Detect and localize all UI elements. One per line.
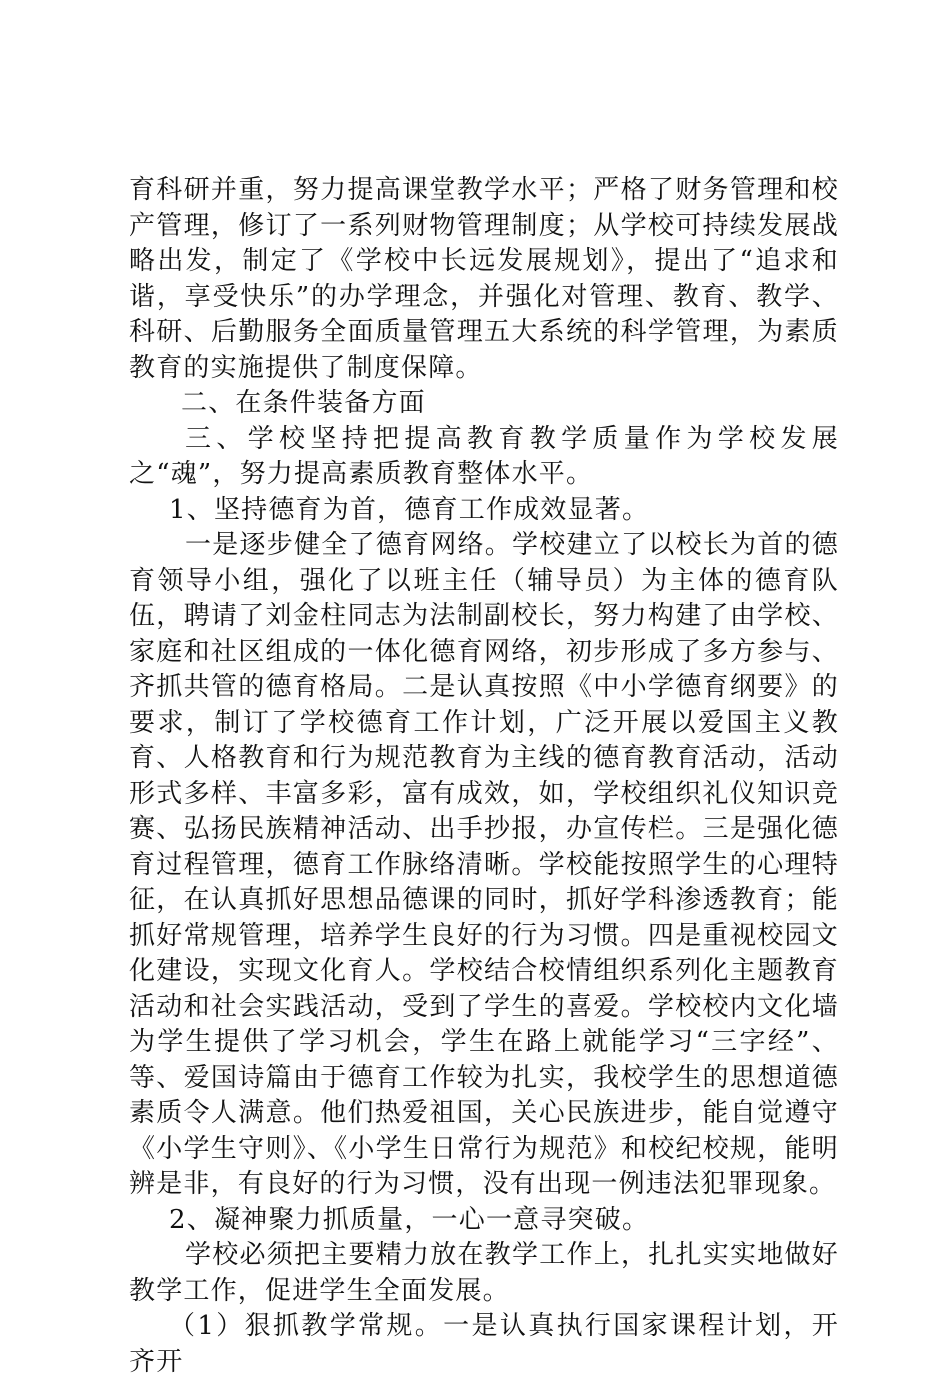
section-heading-equipment: 二、在条件装备方面 bbox=[181, 388, 426, 418]
paragraph-moral-education: 一是逐步健全了德育网络。学校建立了以校长为首的德育领导小组，强化了以班主任（辅导员）为主体的德育队伍，聘请了刘金柱同志为法制副校长，努力构建了由学校、家庭和社区组成的一体化德育网络，初步形成了多方参与、齐抓共管的德育格局。二是认真按照《中小学德育纲要》的要求，制订了学校德育工作计划，广泛开展以爱国主义教育、人格教育和行为规范教育为主线的德育教育活动，活动形式多样、丰富多彩，富有成效，如，学校组织礼仪知识竞赛、弘扬民族精神活动、出手抄报，办宣传栏。三是强化德育过程管理，德育工作脉络清晰。学校能按照学生的心理特征，在认真抓好思想品德课的同时，抓好学科渗透教育；能抓好常规管理，培养学生良好的行为习惯。四是重视校园文化建设，实现文化育人。学校结合校情组织系列化主题教育活动和社会实践活动，受到了学生的喜爱。学校校内文化墙为学生提供了学习机会，学生在路上就能学习“三字经”、等、爱国诗篇由于德育工作较为扎实，我校学生的思想道德素质令人满意。他们热爱祖国，关心民族进步，能自觉遵守《小学生守则》、《小学生日常行为规范》和校纪校规，能明辨是非，有良好的行为习惯，没有出现一例违法犯罪现象。 bbox=[129, 530, 839, 1199]
subsection-heading-quality-focus: 2、凝神聚力抓质量，一心一意寻突破。 bbox=[169, 1204, 650, 1235]
paragraph-teaching-work: 学校必须把主要精力放在教学工作上，扎扎实实地做好教学工作，促进学生全面发展。 bbox=[129, 1240, 839, 1306]
paragraph-teaching-routine: （1）狠抓教学常规。一是认真执行国家课程计划，开齐开 bbox=[129, 1311, 839, 1377]
paragraph-continuation: 育科研并重，努力提高课堂教学水平；严格了财务管理和校产管理，修订了一系列财物管理制度；从学校可持续发展战略出发，制定了《学校中长远发展规划》，提出了“追求和谐，享受快乐”的办学理念，并强化对管理、教育、教学、科研、后勤服务全面质量管理五大系统的科学管理，为素质教育的实施提供了制度保障。 bbox=[129, 175, 839, 383]
document-body bbox=[129, 173, 839, 1380]
section-heading-quality: 三、学校坚持把提高教育教学质量作为学校发展之“魂”，努力提高素质教育整体水平。 bbox=[129, 423, 839, 489]
subsection-heading-moral-education: 1、坚持德育为首，德育工作成效显著。 bbox=[169, 494, 650, 525]
